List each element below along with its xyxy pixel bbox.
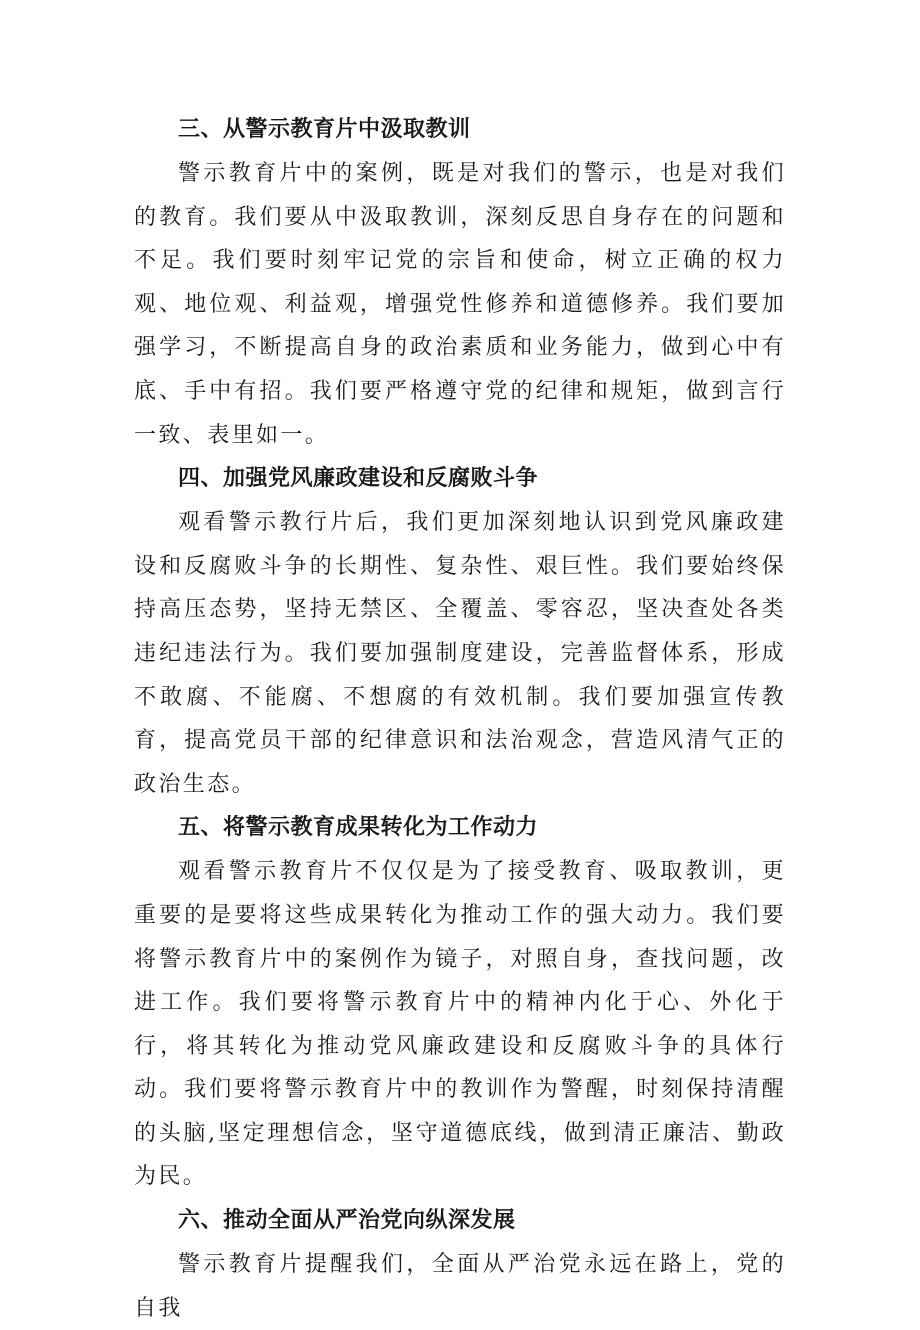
section-heading-6: 六、推动全面从严治党向纵深发展 [178,1208,516,1234]
section-paragraph-4: 观看警示教行片后，我们更加深刻地认识到党风廉政建设和反腐败斗争的长期性、复杂性、艰巨性。我们要始终保持高压态势，坚持无禁区、全覆盖、零容忍，坚决查处各类违纪违法行为。我们要加强制度建设，完善监督体系，形成不敢腐、不能腐、不想腐的有效机制。我们要加强宣传教育，提高党员干部的纪律意识和法治观念，营造风清气正的政治生态。 [134,510,786,797]
section-paragraph-6: 警示教育片提醒我们，全面从严治党永远在路上，党的自我 [134,1252,786,1321]
section-paragraph-5: 观看警示教育片不仅仅是为了接受教育、吸取教训，更重要的是要将这些成果转化为推动工作的强大动力。我们要将警示教育片中的案例作为镜子，对照自身，查找问题，改进工作。我们要将警示教育片中的精神内化于心、外化于行，将其转化为推动党风廉政建设和反腐败斗争的具体行动。我们要将警示教育片中的教训作为警醒，时刻保持清醒的头脑,坚定理想信念，坚守道德底线，做到清正廉洁、勤政为民。 [134,859,786,1190]
section-heading-5: 五、将警示教育成果转化为工作动力 [178,815,539,841]
section-paragraph-3: 警示教育片中的案例，既是对我们的警示，也是对我们的教育。我们要从中汲取教训，深刻反思自身存在的问题和不足。我们要时刻牢记党的宗旨和使命，树立正确的权力观、地位观、利益观，增强党性修养和道德修养。我们要加强学习，不断提高自身的政治素质和业务能力，做到心中有底、手中有招。我们要严格遵守党的纪律和规矩，做到言行一致、表里如一。 [134,161,786,448]
section-heading-3: 三、从警示教育片中汲取教训 [178,117,471,142]
section-heading-4: 四、加强党风廉政建设和反腐败斗争 [178,466,539,492]
document-body [134,108,786,1330]
